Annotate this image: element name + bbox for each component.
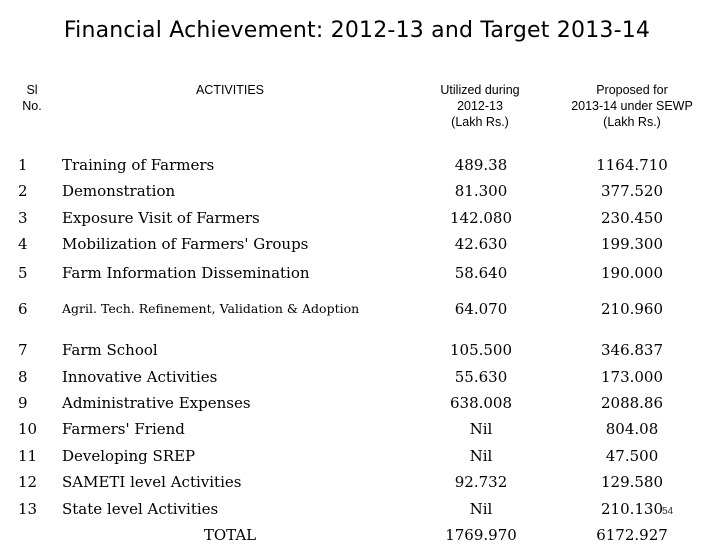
row-proposed: 47.500 [605, 447, 659, 465]
total-proposed: 6172.927 [596, 526, 668, 544]
row-activity: State level Activities [62, 500, 219, 518]
row-sl: 10 [18, 420, 38, 438]
header-utilized: Utilized during 2012-13 (Lakh Rs.) [440, 83, 520, 129]
row-sl: 3 [18, 209, 28, 227]
row-sl: 4 [18, 235, 28, 253]
row-sl: 13 [18, 500, 38, 518]
row-sl: 7 [18, 341, 28, 359]
row-activity: Administrative Expenses [62, 394, 251, 412]
table-row [0, 232, 720, 256]
row-proposed: 210.960 [600, 300, 664, 318]
row-proposed: 1164.710 [596, 156, 668, 174]
row-utilized: Nil [469, 447, 493, 465]
row-utilized: 638.008 [449, 394, 513, 412]
row-utilized: 142.080 [449, 209, 513, 227]
table-row [0, 179, 720, 203]
row-proposed: 230.450 [600, 209, 664, 227]
row-proposed: 190.000 [600, 264, 664, 282]
total-row [0, 523, 720, 547]
row-utilized: 489.38 [454, 156, 508, 174]
row-sl: 6 [18, 300, 28, 318]
header-sl-no: Sl No. [22, 83, 42, 113]
page-number: 54 [662, 506, 674, 517]
table-row [0, 444, 720, 468]
row-activity: Agril. Tech. Refinement, Validation & Adoption [62, 301, 360, 316]
page-title: Financial Achievement: 2012-13 and Target 2013-14 [63, 18, 651, 43]
row-sl: 5 [18, 264, 28, 282]
row-sl: 9 [18, 394, 28, 412]
row-utilized: 92.732 [454, 473, 508, 491]
row-sl: 1 [18, 156, 28, 174]
row-activity: Demonstration [62, 182, 176, 200]
row-proposed: 199.300 [600, 235, 664, 253]
header-activities: ACTIVITIES [195, 83, 265, 97]
row-proposed: 173.000 [600, 368, 664, 386]
row-proposed: 377.520 [600, 182, 664, 200]
table-row [0, 417, 720, 441]
row-proposed: 2088.86 [600, 394, 664, 412]
table-row [0, 261, 720, 285]
row-activity: Farmers' Friend [62, 420, 185, 438]
row-utilized: Nil [469, 420, 493, 438]
row-activity: Innovative Activities [62, 368, 218, 386]
row-utilized: 64.070 [454, 300, 508, 318]
row-sl: 2 [18, 182, 28, 200]
table-row [0, 365, 720, 389]
total-utilized: 1769.970 [445, 526, 517, 544]
row-utilized: 42.630 [454, 235, 508, 253]
row-proposed: 804.08 [605, 420, 659, 438]
row-sl: 8 [18, 368, 28, 386]
table-row [0, 153, 720, 177]
row-activity: SAMETI level Activities [62, 473, 242, 491]
row-activity: Farm Information Dissemination [62, 264, 310, 282]
row-utilized: Nil [469, 500, 493, 518]
table-row [0, 206, 720, 230]
row-activity: Farm School [62, 341, 158, 359]
row-activity: Exposure Visit of Farmers [62, 209, 260, 227]
table-row [0, 497, 720, 521]
row-utilized: 105.500 [449, 341, 513, 359]
row-proposed: 346.837 [600, 341, 664, 359]
row-utilized: 55.630 [454, 368, 508, 386]
header-proposed: Proposed for 2013-14 under SEWP (Lakh Rs.) [571, 83, 693, 129]
table-row [0, 470, 720, 494]
row-activity: Mobilization of Farmers' Groups [62, 235, 309, 253]
row-sl: 12 [18, 473, 38, 491]
table-row [0, 338, 720, 362]
table-row [0, 297, 720, 321]
row-proposed: 210.130 [600, 500, 664, 518]
row-utilized: 81.300 [454, 182, 508, 200]
row-activity: Training of Farmers [62, 156, 215, 174]
total-label: TOTAL [203, 526, 257, 544]
row-activity: Developing SREP [62, 447, 196, 465]
row-sl: 11 [18, 447, 38, 465]
table-row [0, 391, 720, 415]
row-utilized: 58.640 [454, 264, 508, 282]
row-proposed: 129.580 [600, 473, 664, 491]
